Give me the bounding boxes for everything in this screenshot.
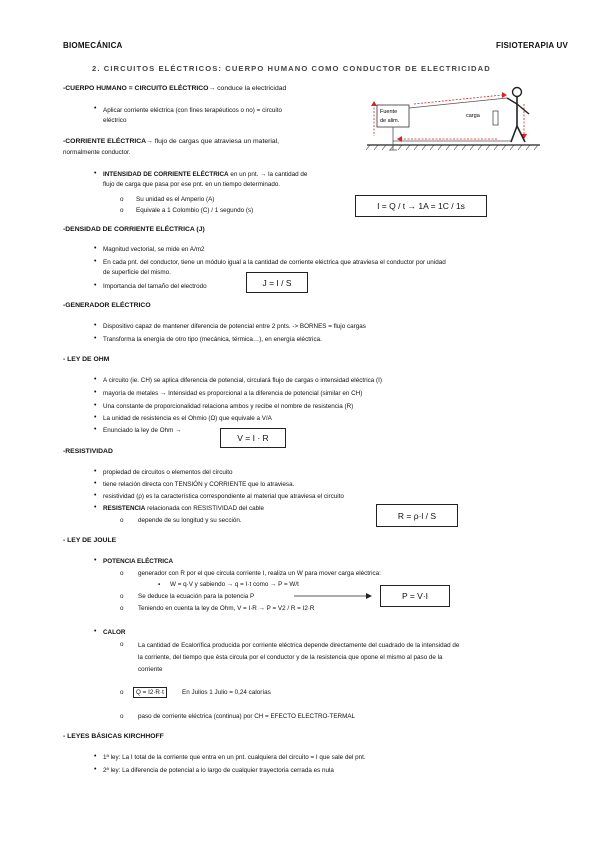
resistor-symbol: [493, 111, 498, 125]
s5-bullet-5: Enunciado la ley de Ohm →: [103, 427, 182, 434]
s5-bullet-1: A circuito (ie. CH) se aplica diferencia de potencial, circulará flujo de cargas o intensidad eléctrica (I): [103, 377, 382, 384]
header-left: BIOMECÁNICA: [63, 41, 123, 50]
s8-bullet-2: 2ª ley: La diferencia de potencial a lo largo de cualquier trayectoria cerrada es nula: [103, 767, 334, 774]
s2-sub-1: Su unidad es el Amperio (A): [136, 196, 215, 203]
s6-sub-1: depende de su longitud y su sección.: [138, 517, 242, 524]
sub-bullet: o: [120, 207, 124, 214]
s2-sub-2: Equivale a 1 Colombio (C) / 1 segundo (s): [136, 207, 254, 214]
bullet-dot: •: [94, 105, 97, 112]
s3-bullet-3: Importancia del tamaño del electrodo: [103, 283, 207, 290]
section-heading-resistividad: -RESISTIVIDAD: [63, 448, 113, 455]
bullet-dot: •: [94, 282, 97, 289]
s5-bullet-2: mayoría de metales → Intensidad es proporcional a la diferencia de potencial (similar en CH): [103, 390, 363, 397]
sub-bullet: o: [120, 196, 124, 203]
formula-density: J = I / S: [246, 272, 308, 293]
sub-bullet: o: [120, 570, 124, 577]
s3-bullet-2: En cada pnt. del conductor, tiene un módulo igual a la cantidad de corriente eléctrica que atraviesa el conductor por unidad de superficie del mismo.: [103, 259, 446, 276]
s6-bullet-2: tiene relación directa con TENSIÓN y CORRIENTE que lo atraviesa.: [103, 481, 295, 488]
s7-sub-3: Teniendo en cuenta la ley de Ohm, V = I·R → P = V2 / R = I2·R: [138, 605, 315, 612]
sub-sub-bullet: ▪: [158, 581, 161, 588]
s7-bullet-potencia: POTENCIA ELÉCTRICA: [103, 558, 174, 565]
bullet-dot: •: [94, 492, 97, 499]
bullet-dot: •: [94, 335, 97, 342]
s7-heat-units: En Julios 1 Julio = 0,24 calorías: [182, 689, 271, 696]
s5-bullet-3: Una constante de proporcionalidad relaciona ambos y recibe el nombre de resistencia (R): [103, 403, 354, 410]
bullet-dot: •: [94, 402, 97, 409]
s4-bullet-2: Transforma la energía de otro tipo (mecánica, térmica…), en energía eléctrica.: [103, 336, 322, 343]
source-label-1: Fuente: [380, 109, 398, 115]
s1-bullet-1: Aplicar corriente eléctrica (con fines terapéuticos o no) = circuito eléctrico: [103, 107, 283, 124]
section-heading-densidad: -DENSIDAD DE CORRIENTE ELÉCTRICA (J): [63, 226, 205, 233]
s3-bullet-1: Magnitud vectorial, se mide en A/m2: [103, 246, 205, 253]
bullet-dot: •: [94, 258, 97, 265]
source-label-2: de alim.: [380, 118, 400, 124]
bullet-dot: •: [94, 628, 97, 635]
section-heading-ohm: - LEY DE OHM: [63, 356, 110, 363]
person-icon: [513, 88, 522, 97]
s4-bullet-1: Dispositivo capaz de mantener diferencia de potencial entre 2 pnts. -> BORNES = flujo cargas: [103, 323, 366, 330]
sub-bullet: o: [120, 641, 124, 648]
header-right: FISIOTERAPIA UV: [496, 41, 569, 50]
s6-bullet-1: propiedad de circuitos o elementos del circuito: [103, 469, 233, 476]
sub-bullet: o: [120, 517, 124, 524]
bullet-dot: •: [94, 322, 97, 329]
s6-bullet-4: RESISTENCIA relacionada con RESISTIVIDAD del cable: [103, 505, 264, 512]
s7-calor-text: La cantidad de Ecalorífica producida por corriente eléctrica depende directamente del cuadrado de la intensidad de la corriente, del tiempo que ésta circula por el conductor y de la resistencia que opone el mismo al paso de la corriente: [138, 642, 460, 673]
sub-bullet: o: [120, 689, 124, 696]
section-heading-generador: -GENERADOR ELÉCTRICO: [63, 302, 151, 309]
s2-bullet-1: INTENSIDAD DE CORRIENTE ELÉCTRICA en un pnt. → la cantidad de flujo de carga que pasa por ese pnt. en un tiempo determinado.: [103, 171, 308, 188]
bullet-dot: •: [94, 468, 97, 475]
s7-subsub-1: W = q·V y sabiendo → q = I·t como → P = W/t: [170, 581, 299, 588]
formula-power: P = V·I: [380, 585, 450, 607]
formula-heat: Q = I2·R·t: [133, 687, 167, 698]
s2-heading-line2: normalmente conductor.: [63, 149, 131, 156]
s5-bullet-4: La unidad de resistencia es el Ohmio (Ω) que equivale a V/A: [103, 415, 272, 422]
bullet-dot: •: [94, 389, 97, 396]
formula-resistance: R = ρ·l / S: [376, 504, 458, 527]
bullet-dot: •: [94, 245, 97, 252]
s7-bullet-calor: CALOR: [103, 629, 126, 636]
bullet-dot: •: [94, 170, 97, 177]
s7-sub-2: Se deduce la ecuación para la potencia P: [138, 593, 255, 600]
bullet-dot: •: [94, 480, 97, 487]
section-heading-kirchhoff: - LEYES BÁSICAS KIRCHHOFF: [63, 733, 164, 740]
bullet-dot: •: [94, 504, 97, 511]
bullet-dot: •: [94, 376, 97, 383]
arrow-right-icon: [294, 592, 374, 600]
bullet-dot: •: [94, 766, 97, 773]
sub-bullet: o: [120, 713, 124, 720]
circuit-body-diagram: [362, 84, 542, 164]
s7-sub-last: paso de corriente eléctrica (continua) por CH = EFECTO ELECTRO-TERMAL: [138, 713, 356, 720]
section-heading-cuerpo-humano: -CUERPO HUMANO = CIRCUITO ELÉCTRICO→ conduce la electricidad: [63, 85, 287, 92]
sub-bullet: o: [120, 605, 124, 612]
s7-sub-1: generador con R por el que circula corriente I, realiza un W para mover carga eléctrica:: [138, 570, 381, 577]
formula-ohm: V = I · R: [220, 428, 286, 448]
section-heading-corriente: -CORRIENTE ELÉCTRICA→ flujo de cargas que atraviesa un material,: [63, 138, 280, 145]
load-label: carga: [466, 113, 480, 119]
bullet-dot: •: [94, 426, 97, 433]
page-title: 2. CIRCUITOS ELÉCTRICOS: CUERPO HUMANO COMO CONDUCTOR DE ELECTRICIDAD: [92, 64, 491, 73]
bullet-dot: •: [94, 557, 97, 564]
bullet-dot: •: [94, 414, 97, 421]
bullet-dot: •: [94, 753, 97, 760]
sub-bullet: o: [120, 593, 124, 600]
s8-bullet-1: 1ª ley: La I total de la corriente que entra en un pnt. cualquiera del circuito = I que sale del pnt.: [103, 754, 366, 761]
s6-bullet-3: resistividad (ρ) es la característica correspondiente al material que atraviesa el circuito: [103, 493, 344, 500]
formula-intensity: I = Q / t → 1A = 1C / 1s: [355, 195, 487, 217]
section-heading-joule: - LEY DE JOULE: [63, 537, 117, 544]
